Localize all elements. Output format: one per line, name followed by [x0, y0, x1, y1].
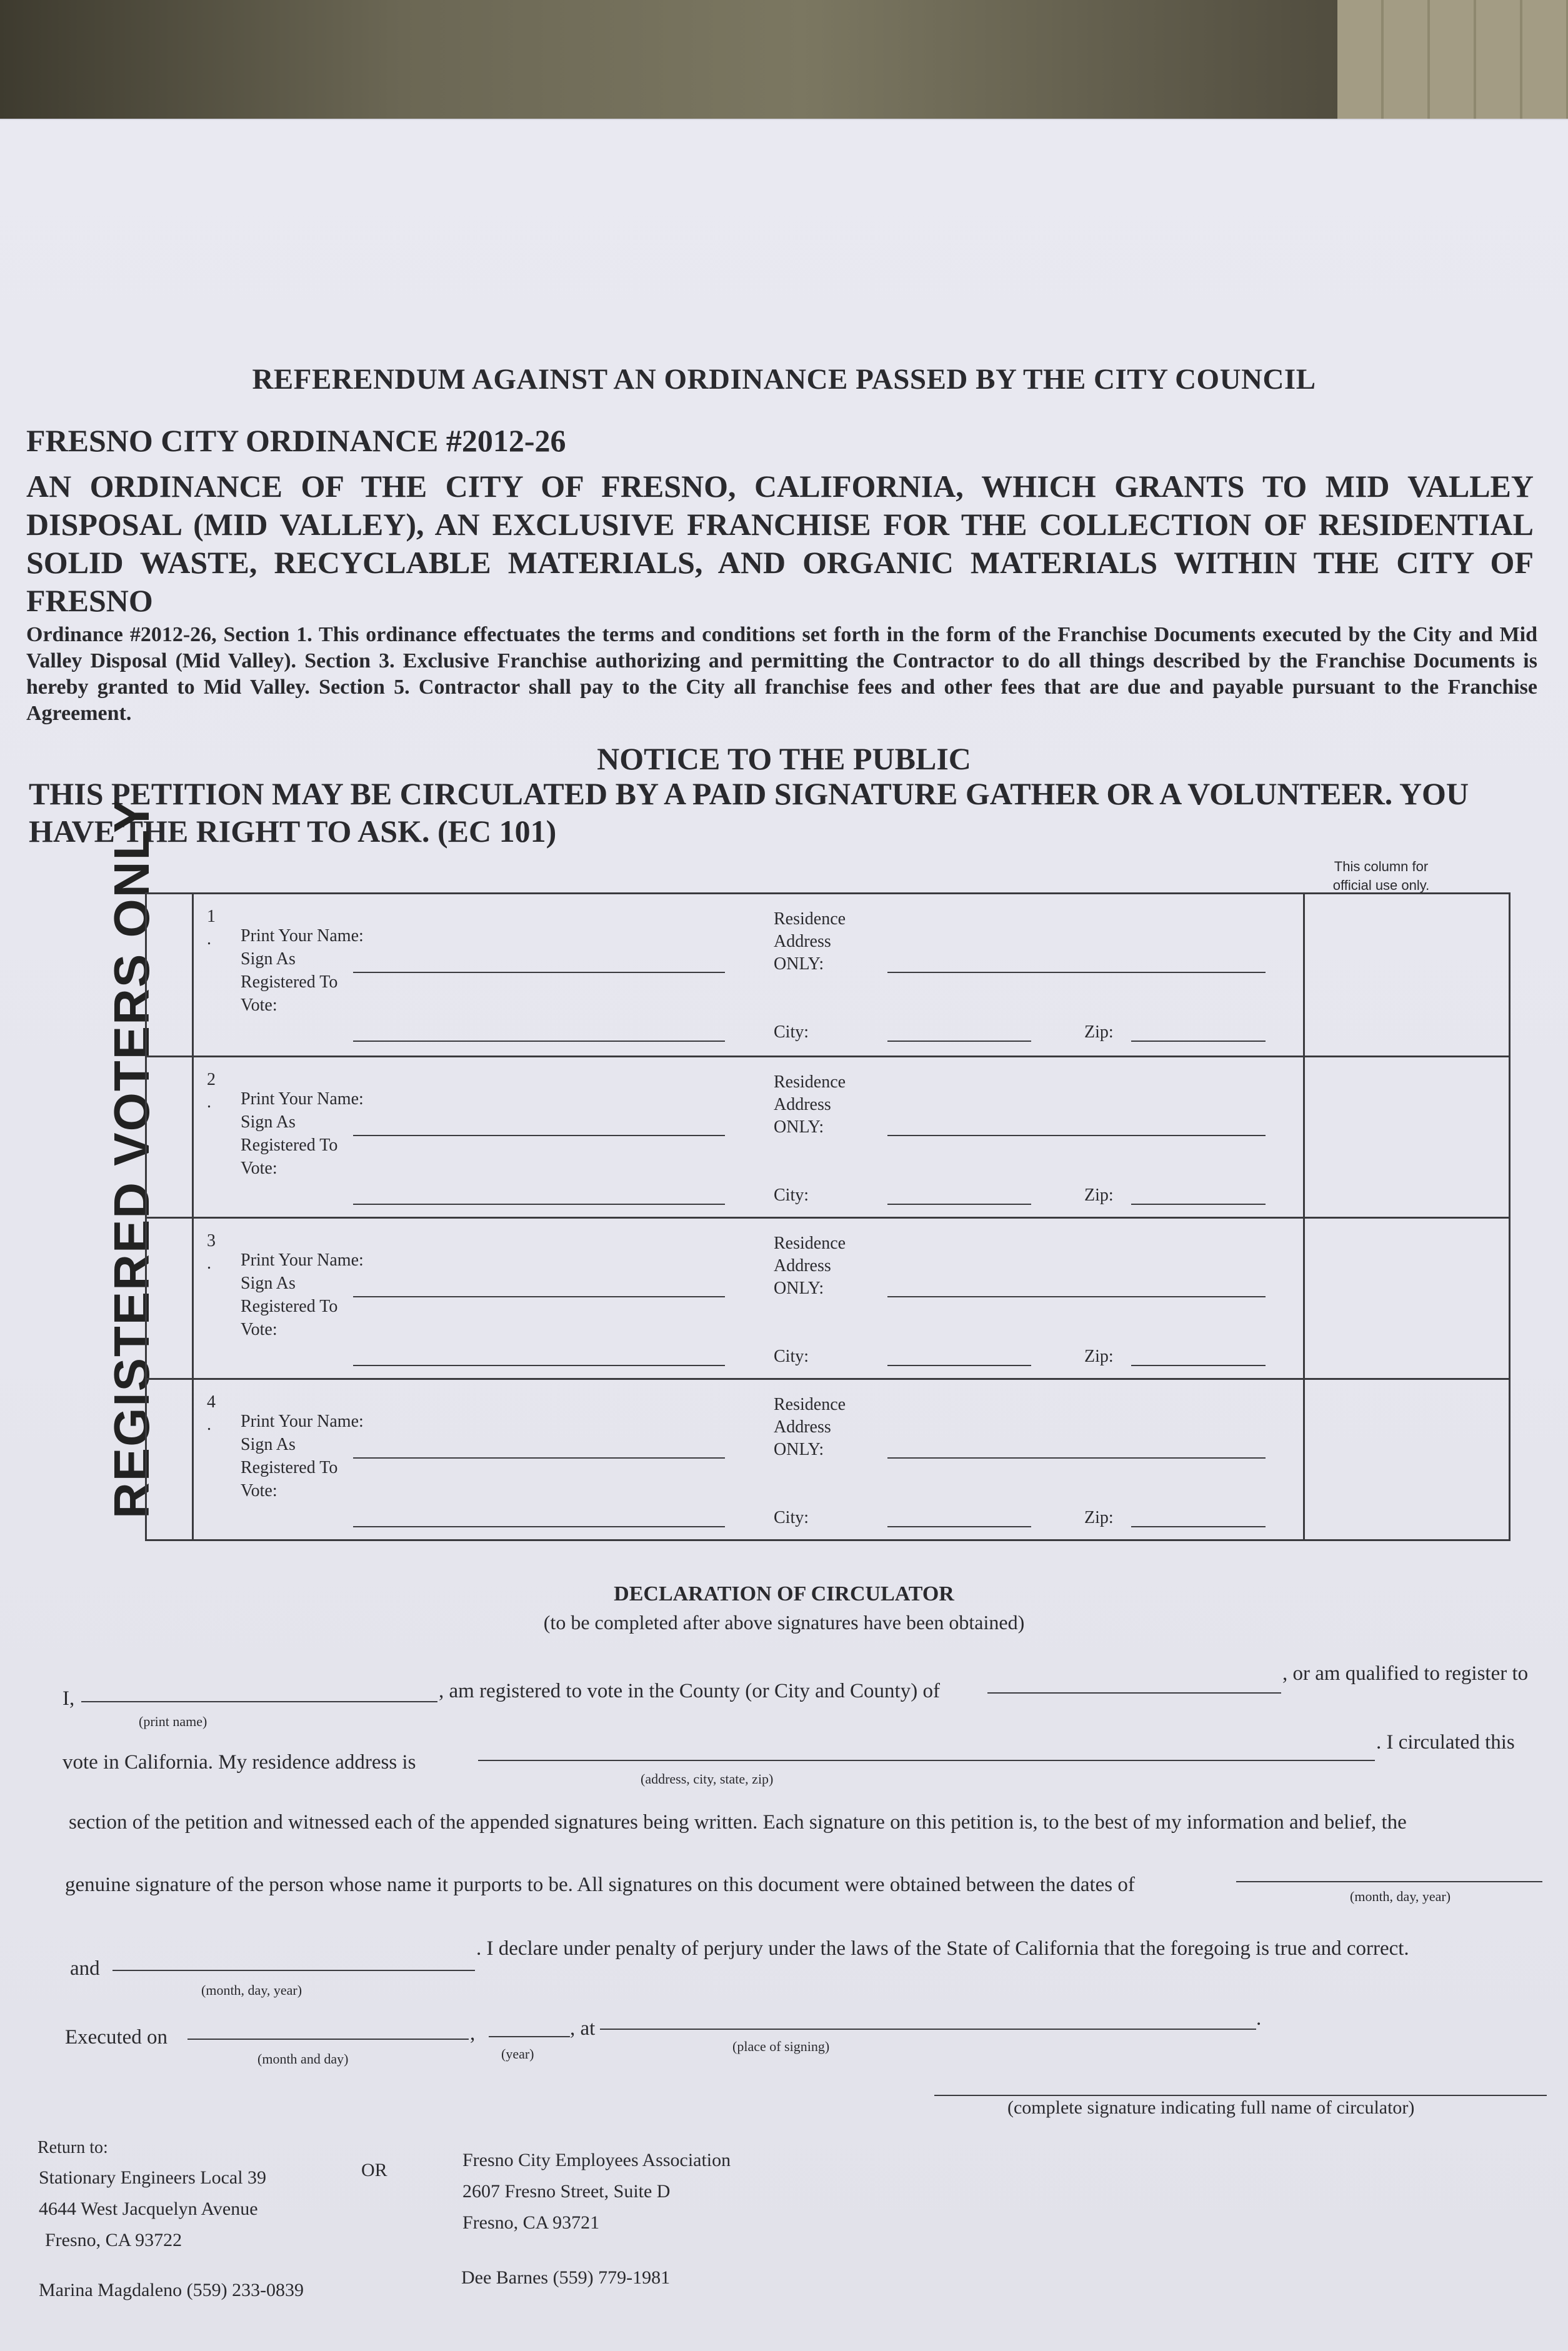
- decl-text: genuine signature of the person whose name it purports to be. All signatures on this document were obtained between the dates of: [65, 1874, 1135, 1896]
- city-field[interactable]: [887, 1204, 1031, 1205]
- zip-field[interactable]: [1131, 1365, 1266, 1366]
- name-labels: Print Your Name: Sign As Registered To Vote:: [241, 1089, 364, 1178]
- name-labels: Print Your Name: Sign As Registered To Vote:: [241, 926, 364, 1015]
- hint-date-end: (month, day, year): [201, 1982, 302, 1998]
- org1-name: Stationary Engineers Local 39: [39, 2167, 267, 2188]
- ordinance-title: AN ORDINANCE OF THE CITY OF FRESNO, CALIFORNIA, WHICH GRANTS TO MID VALLEY DISPOSAL (MID VALLEY), AN EXCLUSIVE FRANCHISE FOR THE COLLECTION OF RESIDENTIAL SOLID WASTE, RECYCLABLE MATERIALS, AND ORGANIC MATERIALS WITHIN THE CITY OF FRESNO: [26, 469, 1534, 618]
- row-number: 2 .: [207, 1070, 216, 1112]
- county-field[interactable]: [987, 1692, 1281, 1694]
- decl-text: .: [1256, 2007, 1262, 2030]
- hint-date-start: (month, day, year): [1350, 1889, 1451, 1904]
- zip-field[interactable]: [1131, 1041, 1266, 1042]
- signature-row: [147, 1378, 1509, 1539]
- org2-city: Fresno, CA 93721: [462, 2212, 600, 2233]
- zip-field[interactable]: [1131, 1526, 1266, 1527]
- residence-field[interactable]: [887, 972, 1266, 973]
- residence-label: Residence Address ONLY:: [774, 1072, 846, 1137]
- org2-street: 2607 Fresno Street, Suite D: [462, 2181, 671, 2202]
- decl-text: . I circulated this: [1376, 1731, 1515, 1754]
- wooden-post: [0, 0, 1337, 125]
- zip-field[interactable]: [1131, 1204, 1266, 1205]
- signature-field[interactable]: [353, 1204, 725, 1205]
- official-use-note: This column for official use only.: [1332, 859, 1430, 893]
- hint-address: (address, city, state, zip): [641, 1771, 774, 1787]
- decl-text: vote in California. My residence address is: [62, 1751, 416, 1774]
- decl-text: ,: [470, 2022, 476, 2045]
- signature-grid: [145, 892, 1511, 1541]
- decl-text: , or am qualified to register to: [1282, 1662, 1529, 1685]
- signature-row: [147, 894, 1509, 1056]
- signature-row: [147, 1056, 1509, 1217]
- decl-text: . I declare under penalty of perjury under the laws of the State of California that the foregoing is true and correct.: [476, 1937, 1409, 1960]
- city-field[interactable]: [887, 1041, 1031, 1042]
- decl-text: and: [70, 1957, 100, 1980]
- ordinance-body: Ordinance #2012-26, Section 1. This ordinance effectuates the terms and conditions set forth in the form of the Franchise Documents executed by the City and Mid Valley Disposal (Mid Valley). Section 3. Exclusive Franchise authorizing and permitting the Contractor to do all things described by the Franchise Documents is hereby granted to Mid Valley. Section 5. Contractor shall pay to the City all franchise fees and other fees that are due and payable pursuant to the Franchise Agreement.: [26, 623, 1537, 725]
- hint-signature: (complete signature indicating full name of circulator): [1007, 2097, 1415, 2118]
- return-to-label: Return to:: [37, 2138, 108, 2157]
- declaration-subtitle: (to be completed after above signatures have been obtained): [543, 1611, 1025, 1634]
- executed-year-field[interactable]: [489, 2036, 570, 2037]
- print-name-field[interactable]: [353, 1135, 725, 1136]
- row-number: 1 .: [207, 907, 216, 949]
- city-field[interactable]: [887, 1365, 1031, 1366]
- circulator-signature-field[interactable]: [934, 2095, 1547, 2096]
- city-field[interactable]: [887, 1526, 1031, 1527]
- signature-field[interactable]: [353, 1365, 725, 1366]
- residence-field[interactable]: [887, 1457, 1266, 1459]
- document-title: REFERENDUM AGAINST AN ORDINANCE PASSED BY THE CITY COUNCIL: [252, 363, 1316, 396]
- print-name-field[interactable]: [353, 1296, 725, 1297]
- residence-label: Residence Address ONLY:: [774, 1395, 846, 1459]
- hint-year: (year): [501, 2046, 534, 2062]
- row-number: 4 .: [207, 1392, 216, 1434]
- residence-field[interactable]: [887, 1296, 1266, 1297]
- org1-street: 4644 West Jacquelyn Avenue: [39, 2199, 258, 2219]
- return-address-2: [462, 2145, 731, 2239]
- org1-city: Fresno, CA 93722: [45, 2230, 182, 2250]
- decl-text: section of the petition and witnessed each of the appended signatures being written. Each signature on this petition is, to the best of my information and belief, the: [69, 1811, 1407, 1834]
- city-label: City:: [774, 1185, 809, 1205]
- residence-field[interactable]: [887, 1135, 1266, 1136]
- org2-name: Fresno City Employees Association: [462, 2150, 731, 2170]
- return-address-1: [39, 2162, 266, 2256]
- zip-label: Zip:: [1084, 1347, 1114, 1366]
- brick-wall: [1337, 0, 1568, 134]
- hint-month-day: (month and day): [257, 2051, 349, 2067]
- signature-field[interactable]: [353, 1041, 725, 1042]
- org1-contact: Marina Magdaleno (559) 233-0839: [39, 2280, 304, 2300]
- end-date-field[interactable]: [112, 1970, 475, 1971]
- zip-label: Zip:: [1084, 1022, 1114, 1042]
- row-number: 3 .: [207, 1231, 216, 1273]
- decl-text: , am registered to vote in the County (or City and County) of: [439, 1680, 940, 1702]
- decl-text: , at: [570, 2017, 596, 2040]
- ordinance-number: FRESNO CITY ORDINANCE #2012-26: [26, 423, 566, 458]
- signature-field[interactable]: [353, 1526, 725, 1527]
- hint-place: (place of signing): [732, 2039, 830, 2054]
- decl-text: Executed on: [65, 2026, 168, 2049]
- notice-heading: NOTICE TO THE PUBLIC: [597, 741, 971, 776]
- city-label: City:: [774, 1347, 809, 1366]
- residence-label: Residence Address ONLY:: [774, 909, 846, 974]
- residence-label: Residence Address ONLY:: [774, 1234, 846, 1298]
- print-name-field[interactable]: [353, 1457, 725, 1459]
- declaration-title: DECLARATION OF CIRCULATOR: [614, 1582, 954, 1605]
- or-separator: OR: [361, 2160, 387, 2180]
- org2-contact: Dee Barnes (559) 779-1981: [461, 2267, 671, 2288]
- zip-label: Zip:: [1084, 1508, 1114, 1527]
- circulator-name-field[interactable]: [81, 1701, 437, 1702]
- place-of-signing-field[interactable]: [600, 2029, 1256, 2030]
- registered-voters-label: REGISTERED VOTERS ONLY: [104, 798, 159, 1519]
- hint-print-name: (print name): [139, 1714, 207, 1729]
- signature-row: [147, 1217, 1509, 1378]
- start-date-field[interactable]: [1236, 1881, 1542, 1882]
- zip-label: Zip:: [1084, 1185, 1114, 1205]
- petition-notice: THIS PETITION MAY BE CIRCULATED BY A PAID SIGNATURE GATHER OR A VOLUNTEER. YOU HAVE THE RIGHT TO ASK. (EC 101): [29, 776, 1469, 849]
- residence-address-field[interactable]: [478, 1760, 1375, 1761]
- city-label: City:: [774, 1508, 809, 1527]
- decl-text: I,: [62, 1687, 75, 1710]
- print-name-field[interactable]: [353, 972, 725, 973]
- city-label: City:: [774, 1022, 809, 1042]
- executed-date-field[interactable]: [187, 2039, 469, 2040]
- name-labels: Print Your Name: Sign As Registered To Vote:: [241, 1250, 364, 1339]
- name-labels: Print Your Name: Sign As Registered To Vote:: [241, 1412, 364, 1500]
